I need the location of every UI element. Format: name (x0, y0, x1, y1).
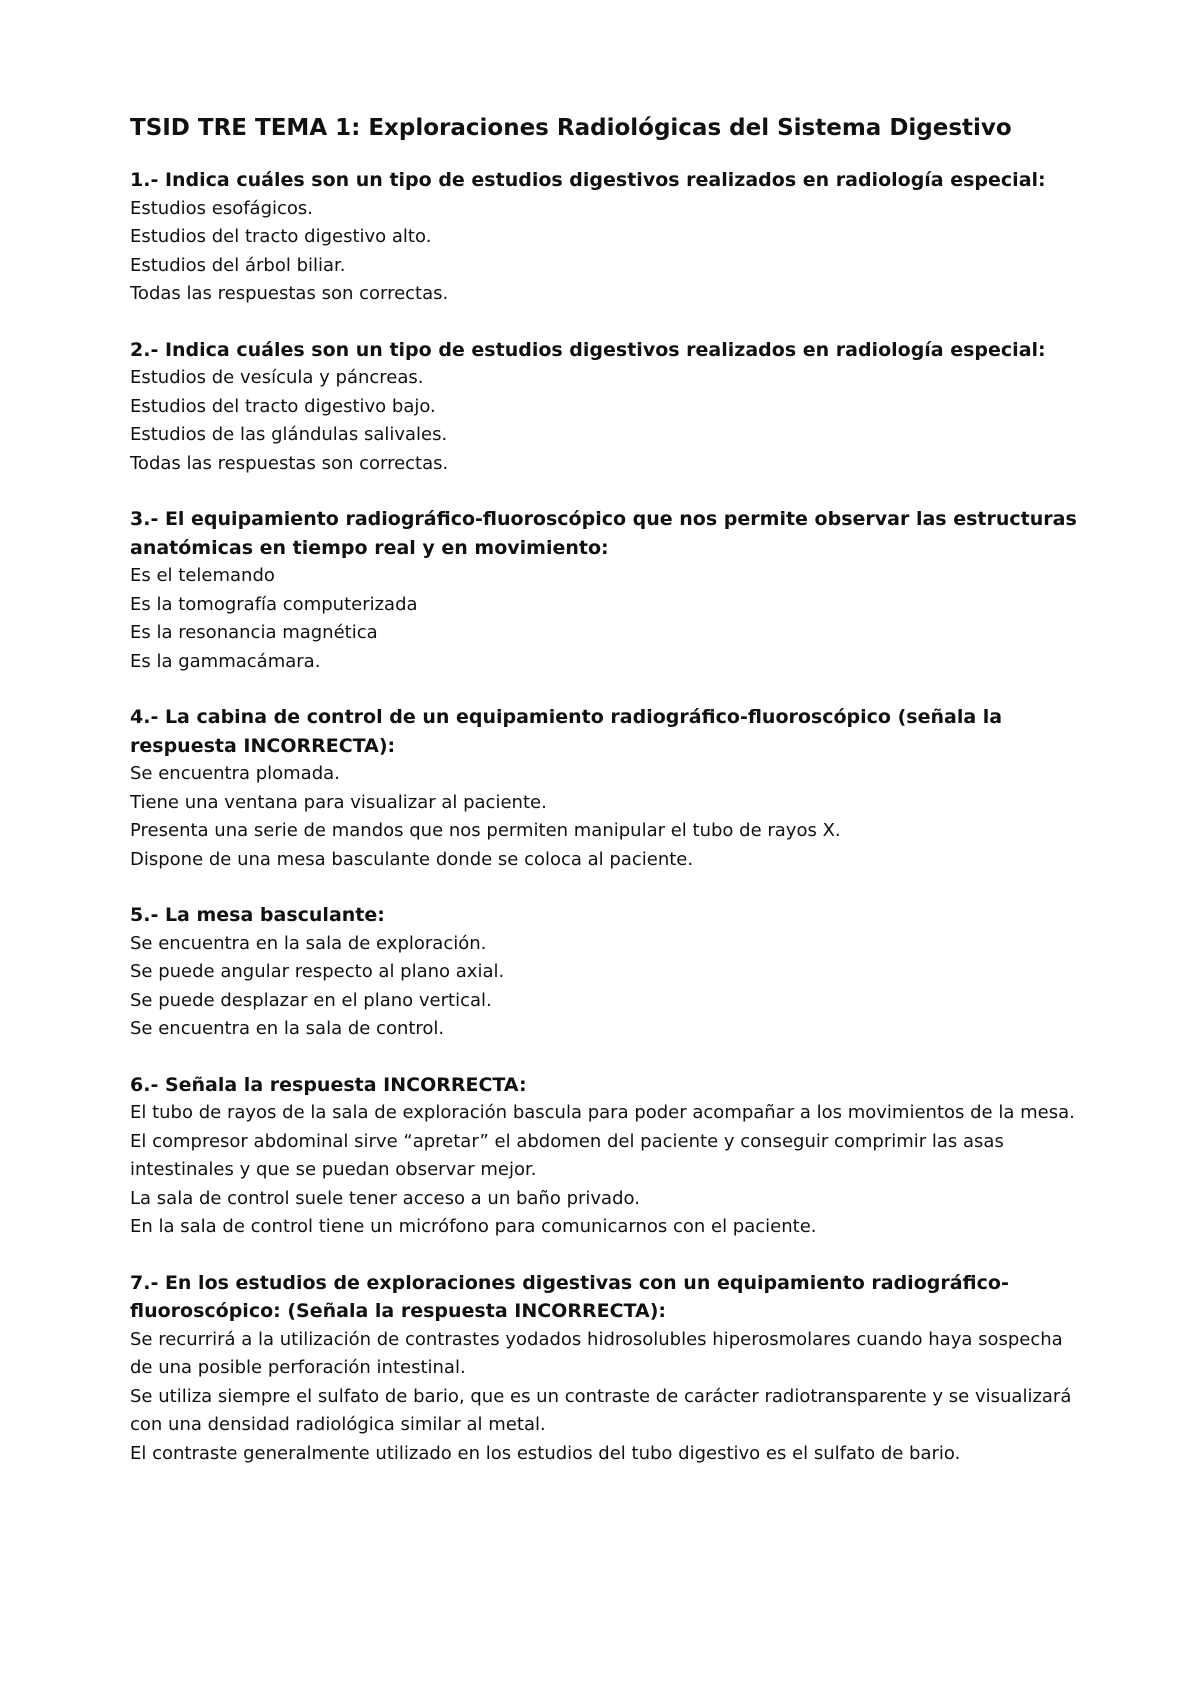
answer-option: Estudios esofágicos. (130, 197, 314, 219)
question-1 (130, 166, 1090, 309)
answer-option: Es el telemando (130, 565, 275, 586)
answer-list (130, 1099, 1090, 1242)
question-text: 1.- Indica cuáles son un tipo de estudios digestivos realizados en radiología especial: (130, 169, 1046, 191)
question-text: 7.- En los estudios de exploraciones digestivas con un equipamiento radiográfico-fluoroscópico: (Señala la respuesta INCORRECTA): (130, 1271, 1009, 1322)
answer-option: Estudios de las glándulas salivales. (130, 424, 448, 445)
question-text: 5.- La mesa basculante: (130, 904, 385, 926)
question-text: 4.- La cabina de control de un equipamiento radiográfico-fluoroscópico (señala la respuesta INCORRECTA): (130, 706, 1003, 757)
answer-option: Es la resonancia magnética (130, 622, 378, 643)
answer-option: Todas las respuestas son correctas. (130, 283, 449, 304)
answer-list (130, 760, 1090, 874)
answer-list (130, 364, 1090, 478)
question-text: 6.- Señala la respuesta INCORRECTA: (130, 1073, 527, 1096)
answer-option: Se recurrirá a la utilización de contrastes yodados hidrosolubles hiperosmolares cuando haya sospecha de una posible perforación intestinal. (130, 1328, 1063, 1378)
answer-option: El compresor abdominal sirve “apretar” el abdomen del paciente y conseguir comprimir las asas intestinales y que se puedan observar mejor. (130, 1130, 1004, 1180)
question-text: 2.- Indica cuáles son un tipo de estudios digestivos realizados en radiología especial: (130, 338, 1046, 361)
answer-option: Se puede desplazar en el plano vertical. (130, 989, 492, 1011)
answer-option: El tubo de rayos de la sala de exploración bascula para poder acompañar a los movimientos de la mesa. (130, 1102, 1075, 1123)
document-page (130, 112, 1090, 1495)
question-text: 3.- El equipamiento radiográfico-fluoroscópico que nos permite observar las estructuras anatómicas en tiempo real y en movimiento: (130, 508, 1077, 559)
answer-option: Estudios de vesícula y páncreas. (130, 367, 424, 388)
question-5 (130, 901, 1090, 1044)
answer-option: En la sala de control tiene un micrófono para comunicarnos con el paciente. (130, 1216, 817, 1237)
answer-list (130, 1326, 1090, 1469)
question-6 (130, 1071, 1090, 1242)
answer-option: Se encuentra en la sala de control. (130, 1018, 445, 1039)
answer-list (130, 562, 1090, 676)
answer-option: La sala de control suele tener acceso a un baño privado. (130, 1187, 640, 1209)
answer-option: Se utiliza siempre el sulfato de bario, que es un contraste de carácter radiotransparente y se visualizará con una densidad radiológica similar al metal. (130, 1385, 1072, 1435)
question-2 (130, 336, 1090, 479)
answer-option: Estudios del árbol biliar. (130, 254, 346, 276)
question-7 (130, 1269, 1090, 1469)
answer-option: Presenta una serie de mandos que nos permiten manipular el tubo de rayos X. (130, 820, 841, 841)
answer-list (130, 195, 1090, 309)
question-4 (130, 703, 1090, 874)
answer-option: Es la tomografía computerizada (130, 593, 418, 615)
answer-list (130, 930, 1090, 1044)
answer-option: Se puede angular respecto al plano axial. (130, 961, 505, 982)
answer-option: Estudios del tracto digestivo alto. (130, 226, 432, 247)
answer-option: Estudios del tracto digestivo bajo. (130, 395, 436, 417)
document-title: TSID TRE TEMA 1: Exploraciones Radiológicas del Sistema Digestivo (130, 115, 1012, 141)
answer-option: Tiene una ventana para visualizar al paciente. (130, 791, 547, 813)
answer-option: Dispone de una mesa basculante donde se coloca al paciente. (130, 848, 694, 870)
answer-option: Es la gammacámara. (130, 650, 321, 672)
answer-option: Se encuentra plomada. (130, 763, 340, 784)
question-3 (130, 505, 1090, 676)
answer-option: Todas las respuestas son correctas. (130, 452, 449, 474)
answer-option: El contraste generalmente utilizado en los estudios del tubo digestivo es el sulfato de bario. (130, 1442, 961, 1464)
answer-option: Se encuentra en la sala de exploración. (130, 932, 487, 954)
